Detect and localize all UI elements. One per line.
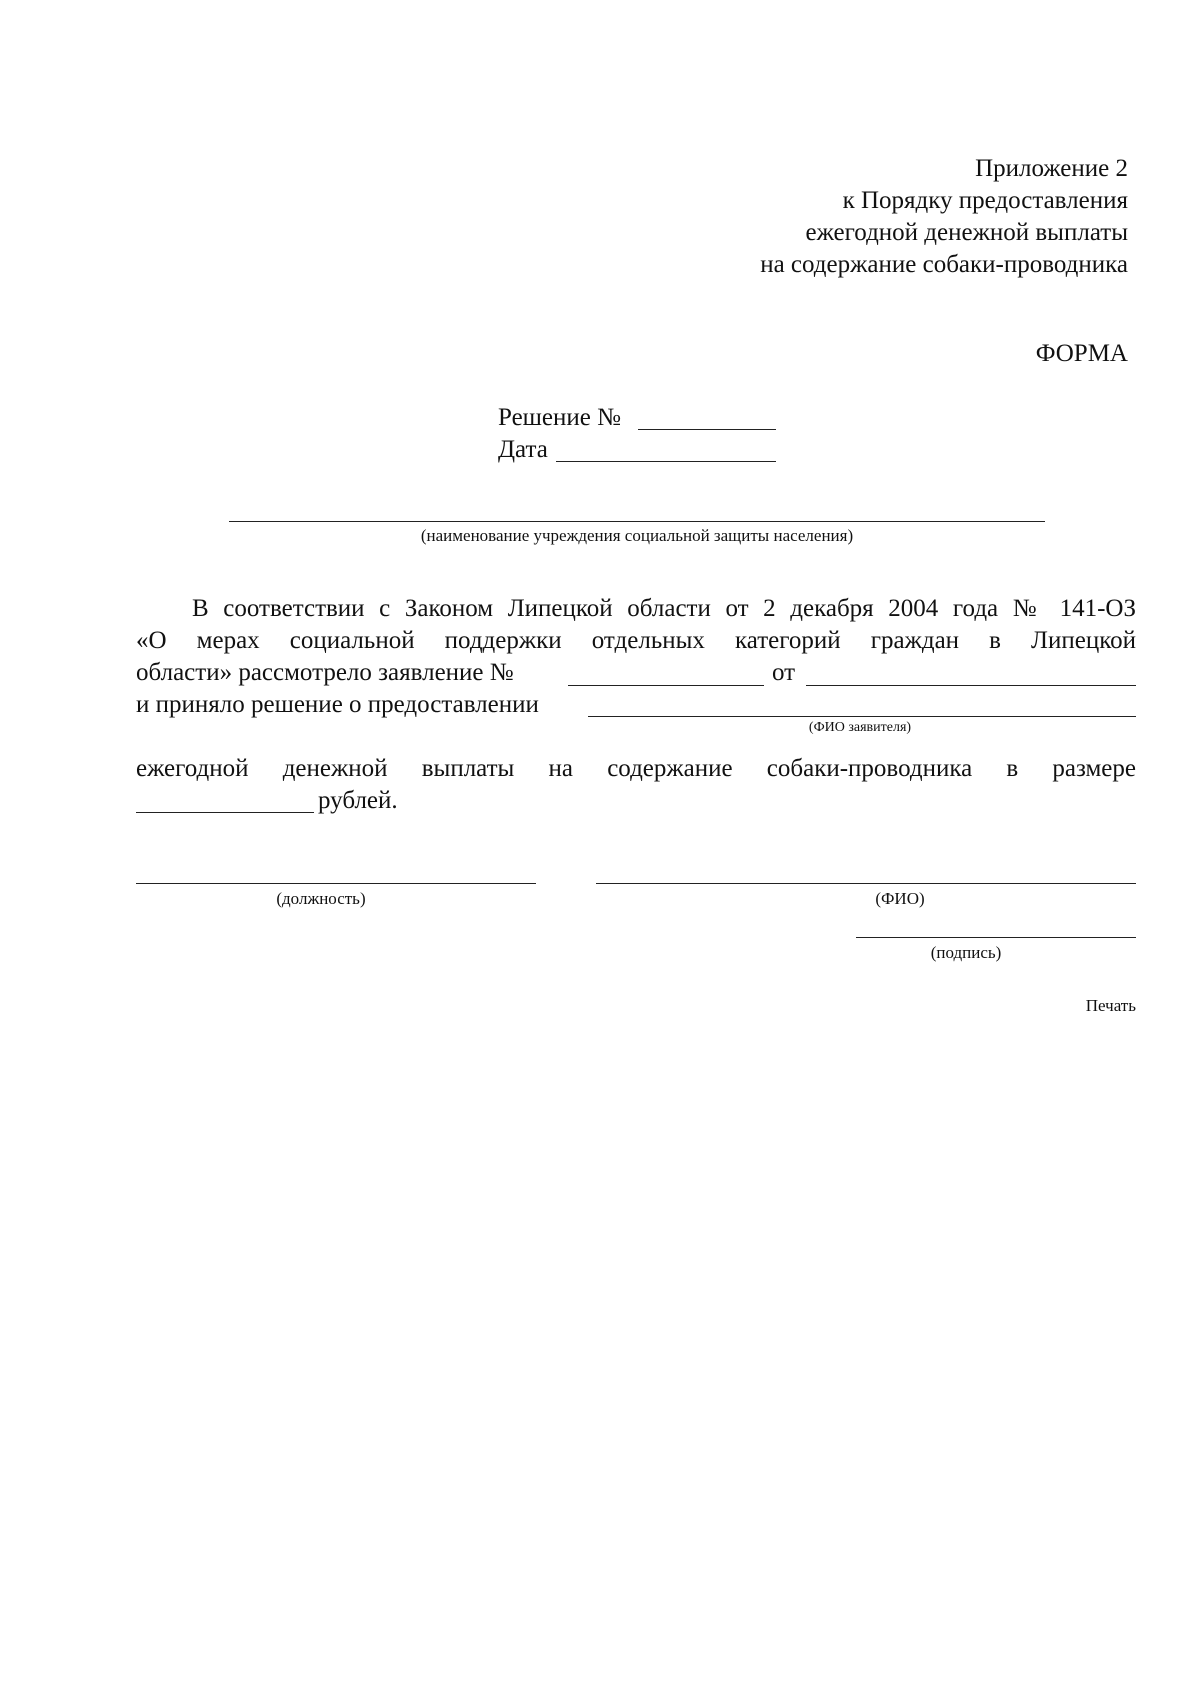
appendix-line-4: на содержание собаки-проводника [760, 251, 1128, 278]
applicant-caption: (ФИО заявителя) [808, 720, 912, 735]
body-line-4: и приняло решение о предоставлении [136, 691, 539, 718]
form-label: ФОРМА [1035, 340, 1128, 367]
seal-label: Печать [1085, 996, 1136, 1015]
appendix-line-3: ежегодной денежной выплаты [805, 219, 1128, 246]
body-line-2: «О мерах социальной поддержки отдельных категорий граждан в Липецкой [136, 627, 1136, 654]
decision-date-field[interactable] [556, 461, 776, 462]
signature-field[interactable] [856, 937, 1136, 938]
body-line-3-start: области» рассмотрело заявление № [136, 659, 514, 686]
applicant-name-field[interactable] [588, 716, 1136, 717]
signature-caption: (подпись) [930, 943, 1002, 962]
appendix-line-1: Приложение 2 [975, 155, 1128, 182]
position-caption: (должность) [276, 889, 366, 908]
decision-number-field[interactable] [638, 429, 776, 430]
institution-name-field[interactable] [229, 521, 1045, 522]
amount-field[interactable] [136, 812, 314, 813]
decision-date-label: Дата [498, 436, 548, 463]
position-field[interactable] [136, 883, 536, 884]
institution-caption: (наименование учреждения социальной защиты населения) [420, 526, 854, 545]
decision-number-label: Решение № [498, 404, 621, 431]
appendix-header [600, 153, 1128, 281]
application-number-field[interactable] [568, 685, 764, 686]
body-line-1: В соответствии с Законом Липецкой области от 2 декабря 2004 года № 141-ОЗ [192, 595, 1136, 622]
official-name-caption: (ФИО) [875, 889, 925, 908]
body-line-6-end: рублей. [318, 787, 398, 814]
body-line-3-from: от [772, 659, 796, 686]
official-name-field[interactable] [596, 883, 1136, 884]
application-date-field[interactable] [806, 685, 1136, 686]
appendix-line-2: к Порядку предоставления [842, 187, 1128, 214]
body-line-5: ежегодной денежной выплаты на содержание собаки-проводника в размере [136, 755, 1136, 782]
